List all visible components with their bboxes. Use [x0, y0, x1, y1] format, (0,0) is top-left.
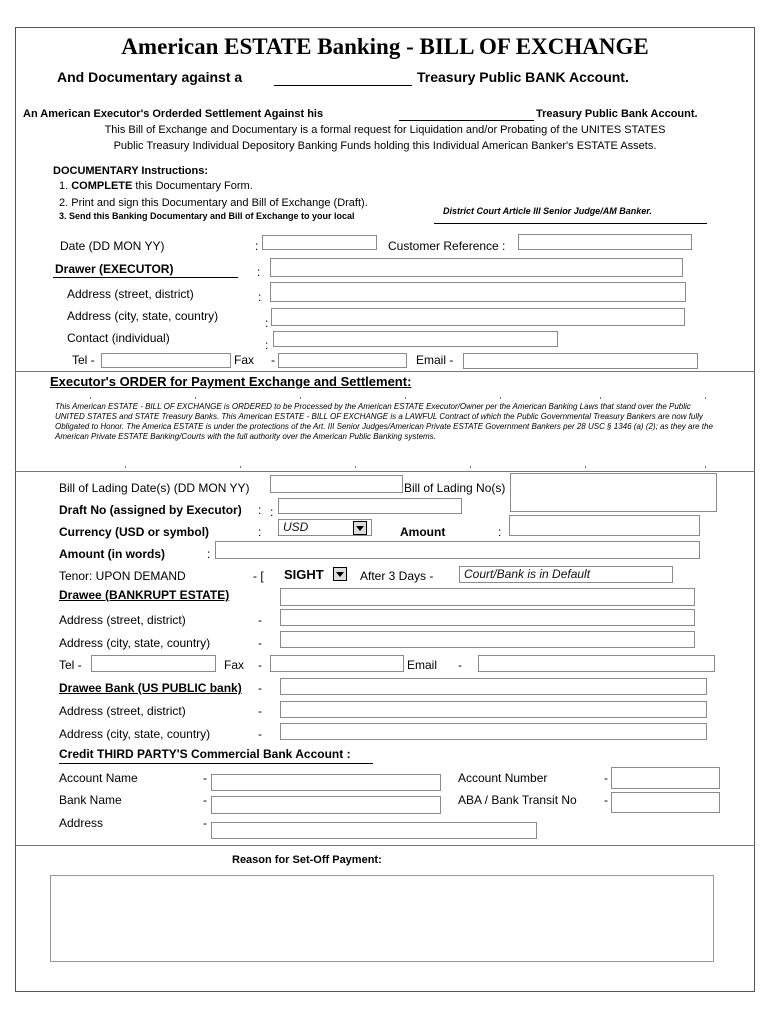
amount-field[interactable]: [509, 515, 700, 536]
default-status-field[interactable]: [459, 566, 673, 583]
intro-line-3: Public Treasury Individual Depository Banking Funds holding this Individual American Banker's ESTATE Assets.: [113, 140, 657, 152]
intro-line-1-suffix: Treasury Public Bank Account.: [536, 108, 698, 120]
instruction-step-3-underline: [434, 223, 707, 224]
divider-3: [15, 845, 755, 846]
drawee-address-city-label: Address (city, state, country): [59, 636, 211, 650]
divider-1: [15, 371, 755, 372]
divider-2: [15, 471, 755, 472]
draft-no-colon-1: :: [258, 503, 262, 517]
account-name-field[interactable]: [211, 774, 441, 791]
reason-field[interactable]: [50, 875, 714, 962]
drawee-address-city-field[interactable]: [280, 631, 695, 648]
drawee-fax-label: Fax: [224, 658, 245, 672]
aba-label: ABA / Bank Transit No: [458, 793, 577, 807]
contact-colon: :: [265, 338, 269, 352]
intro-line-2: This Bill of Exchange and Documentary is a formal request for Liquidation and/or Probating of the UNITES STATES: [104, 124, 666, 136]
instruction-step-1-text: this Documentary Form.: [132, 180, 253, 192]
drawer-address-city-label: Address (city, state, country): [67, 309, 219, 323]
drawee-address-street-field[interactable]: [280, 609, 695, 626]
amount-words-field[interactable]: [215, 541, 700, 559]
drawee-bank-label: Drawee Bank (US PUBLIC bank): [59, 681, 242, 695]
drawee-fax-dash: -: [258, 658, 262, 672]
drawer-email-label: Email -: [416, 353, 454, 367]
tenor-dropdown-chevron-down-icon[interactable]: [333, 567, 347, 581]
date-field[interactable]: [262, 235, 377, 250]
drawee-email-dash: -: [458, 658, 462, 672]
draft-no-field[interactable]: [278, 498, 462, 514]
drawer-address-city-colon: :: [265, 316, 269, 330]
drawee-bank-address-city-field[interactable]: [280, 723, 707, 740]
amount-words-colon: :: [207, 547, 211, 561]
drawee-email-field[interactable]: [478, 655, 715, 672]
instruction-step-2: 2. Print and sign this Documentary and Bill of Exchange (Draft).: [59, 197, 368, 209]
bank-name-label: Bank Name: [59, 793, 122, 807]
tenor-bracket: - [: [253, 569, 264, 583]
instruction-step-3: 3. Send this Banking Documentary and Bill of Exchange to your local: [59, 211, 355, 221]
drawee-email-label: Email: [407, 658, 438, 672]
contact-label: Contact (individual): [67, 331, 170, 345]
currency-value: USD: [283, 520, 309, 534]
drawee-bank-field[interactable]: [280, 678, 707, 695]
intro-account-blank: [399, 120, 534, 121]
amount-words-label: Amount (in words): [59, 547, 165, 561]
aba-dash: -: [604, 793, 608, 807]
drawee-address-street-label: Address (street, district): [59, 613, 186, 627]
drawee-label: Drawee (BANKRUPT ESTATE): [59, 588, 230, 602]
drawee-bank-address-street-dash: -: [258, 704, 262, 718]
drawer-field[interactable]: [270, 258, 683, 277]
drawer-label: Drawer (EXECUTOR): [55, 262, 174, 276]
after-days-label: After 3 Days -: [360, 569, 434, 583]
form-subtitle-suffix: Treasury Public BANK Account.: [417, 69, 629, 85]
drawer-tel-label: Tel -: [72, 353, 95, 367]
date-label: Date (DD MON YY): [60, 239, 165, 253]
bank-name-dash: -: [203, 793, 207, 807]
customer-reference-label: Customer Reference :: [388, 239, 506, 253]
bank-name-field[interactable]: [211, 796, 441, 814]
credit-address-dash: -: [203, 816, 207, 830]
account-number-dash: -: [604, 771, 608, 785]
contact-field[interactable]: [273, 331, 558, 347]
instruction-step-1-bold: COMPLETE: [71, 180, 133, 192]
drawer-address-street-colon: :: [258, 290, 262, 304]
instruction-step-3-target: District Court Article III Senior Judge/AM Banker.: [443, 206, 652, 216]
instruction-step-1: [59, 180, 253, 192]
bol-date-field[interactable]: [270, 475, 403, 493]
drawer-address-street-label: Address (street, district): [67, 287, 194, 301]
drawer-address-city-field[interactable]: [271, 308, 685, 326]
drawee-fax-field[interactable]: [270, 655, 404, 672]
draft-no-label: Draft No (assigned by Executor): [59, 503, 242, 517]
drawee-address-city-dash: -: [258, 636, 262, 650]
reason-heading: Reason for Set-Off Payment:: [232, 854, 382, 866]
drawee-tel-field[interactable]: [91, 655, 216, 672]
drawee-address-street-dash: -: [258, 613, 262, 627]
drawee-field[interactable]: [280, 588, 695, 606]
default-status-value: Court/Bank is in Default: [464, 567, 591, 581]
drawee-tel-label: Tel -: [59, 658, 82, 672]
draft-no-colon-2: :: [270, 505, 274, 519]
bol-no-field[interactable]: [510, 473, 717, 512]
account-number-label: Account Number: [458, 771, 548, 785]
drawer-colon: :: [257, 265, 261, 279]
customer-reference-field[interactable]: [518, 234, 692, 250]
currency-colon: :: [258, 525, 262, 539]
drawee-bank-address-street-field[interactable]: [280, 701, 707, 718]
account-type-blank: [274, 85, 412, 86]
drawer-address-street-field[interactable]: [270, 282, 686, 302]
date-colon: :: [255, 239, 259, 253]
instruction-step-1-number: 1.: [59, 180, 72, 192]
account-name-dash: -: [203, 771, 207, 785]
instructions-heading: DOCUMENTARY Instructions:: [53, 165, 209, 177]
order-heading: Executor's ORDER for Payment Exchange and Settlement:: [50, 374, 412, 389]
drawee-bank-address-street-label: Address (street, district): [59, 704, 186, 718]
drawee-bank-address-city-label: Address (city, state, country): [59, 727, 211, 741]
tenor-value: SIGHT: [284, 567, 324, 582]
drawer-email-field[interactable]: [463, 353, 698, 369]
form-subtitle-prefix: And Documentary against a: [57, 69, 243, 85]
drawer-tel-field[interactable]: [101, 353, 231, 368]
bol-no-label: Bill of Lading No(s): [404, 481, 506, 495]
drawee-bank-address-city-dash: -: [258, 727, 262, 741]
credit-address-label: Address: [59, 816, 104, 830]
tenor-label: Tenor: UPON DEMAND: [59, 569, 186, 583]
credit-heading: Credit THIRD PARTY'S Commercial Bank Account :: [59, 747, 351, 761]
order-text: This American ESTATE - BILL OF EXCHANGE is ORDERED to be Processed by the American ESTATE Executor/Owner per the American Banking Laws that stand over the Public UNITED STATES and STATE Treasury Banks. This American ESTATE - BILL OF EXCHANGE is a LAWFUL Contract of which the Public Governmental Treasury Bankers are now fully Obligated to Honor. The America ESTATE is under the protections of the Art. III Senior Judges/American Private ESTATE Government Bankers per 28 USC § 1346 (a) (2); as they are the American Private ESTATE Banking/Courts with the full authority over the American Public Banking systems.: [55, 402, 713, 441]
currency-label: Currency (USD or symbol): [59, 525, 210, 539]
account-name-label: Account Name: [59, 771, 138, 785]
currency-select[interactable]: [278, 519, 372, 536]
drawee-bank-dash: -: [258, 681, 262, 695]
account-number-field[interactable]: [611, 767, 720, 789]
credit-heading-underline: [59, 763, 373, 764]
form-title: American ESTATE Banking - BILL OF EXCHANGE: [121, 34, 649, 59]
bol-date-label: Bill of Lading Date(s) (DD MON YY): [59, 481, 250, 495]
amount-label: Amount: [400, 525, 446, 539]
chevron-down-icon[interactable]: [353, 521, 367, 535]
drawer-fax-field[interactable]: [278, 353, 407, 368]
drawer-fax-dash: -: [271, 353, 275, 367]
drawer-label-underline: [53, 277, 238, 278]
drawer-fax-label: Fax: [234, 353, 255, 367]
intro-line-1-prefix: An American Executor's Orderded Settlement Against his: [23, 108, 324, 120]
amount-colon: :: [498, 525, 502, 539]
aba-field[interactable]: [611, 792, 720, 813]
credit-address-field[interactable]: [211, 822, 537, 839]
